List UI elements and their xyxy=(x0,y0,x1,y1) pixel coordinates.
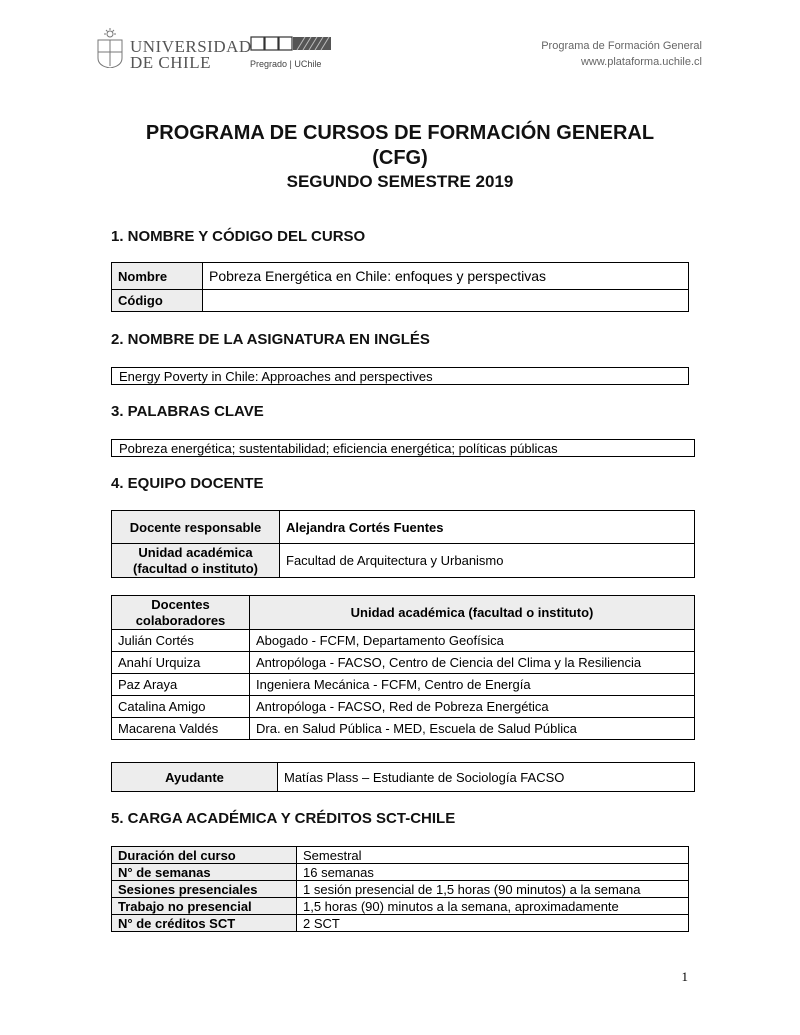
program-url: www.plataforma.uchile.cl xyxy=(580,56,702,68)
course-code-value xyxy=(203,290,689,312)
table-row xyxy=(112,674,695,696)
load-label: N° de semanas xyxy=(112,864,297,881)
collab-header xyxy=(112,596,250,630)
section-4-heading: 4. EQUIPO DOCENTE xyxy=(111,475,264,492)
responsible-table xyxy=(111,510,695,578)
table-row xyxy=(112,630,695,652)
collaborator-name: Julián Cortés xyxy=(112,630,250,652)
table-row xyxy=(112,898,689,915)
unit-label-line1: Unidad académica xyxy=(138,544,253,560)
unit-value: Facultad de Arquitectura y Urbanismo xyxy=(280,544,695,578)
course-code-label: Código xyxy=(112,290,203,312)
universidad-de-chile-logo xyxy=(96,14,252,72)
page-number: 1 xyxy=(681,969,688,984)
collab-header-line1: Docentes xyxy=(151,596,210,612)
semester-title: SEGUNDO SEMESTRE 2019 xyxy=(286,172,514,191)
collaborator-name: Anahí Urquiza xyxy=(112,652,250,674)
load-value: 2 SCT xyxy=(297,915,689,932)
collaborator-unit: Abogado - FCFM, Departamento Geofísica xyxy=(250,630,695,652)
collaborator-name: Catalina Amigo xyxy=(112,696,250,718)
keywords-table xyxy=(111,439,695,457)
english-name-value: Energy Poverty in Chile: Approaches and perspectives xyxy=(112,368,689,385)
university-name-line2: DE CHILE xyxy=(130,53,211,72)
pregrado-squares-icon xyxy=(250,36,332,52)
unit-label xyxy=(112,544,280,578)
collab-unit-header: Unidad académica (facultad o instituto) xyxy=(250,596,695,630)
table-row xyxy=(112,864,689,881)
program-header xyxy=(541,38,702,70)
section-2-heading: 2. NOMBRE DE LA ASIGNATURA EN INGLÉS xyxy=(111,331,430,348)
table-row xyxy=(112,915,689,932)
collaborator-unit: Dra. en Salud Pública - MED, Escuela de Salud Pública xyxy=(250,718,695,740)
course-name-label: Nombre xyxy=(112,263,203,290)
load-label: Duración del curso xyxy=(112,847,297,864)
collaborator-unit: Antropóloga - FACSO, Centro de Ciencia del Clima y la Resiliencia xyxy=(250,652,695,674)
section-1-heading: 1. NOMBRE Y CÓDIGO DEL CURSO xyxy=(111,228,366,245)
assistant-label: Ayudante xyxy=(112,763,278,792)
course-name-value: Pobreza Energética en Chile: enfoques y perspectivas xyxy=(203,263,689,290)
table-row xyxy=(112,718,695,740)
program-name: Programa de Formación General xyxy=(541,40,702,52)
keywords-value: Pobreza energética; sustentabilidad; eficiencia energética; políticas públicas xyxy=(112,440,695,457)
load-value: 1 sesión presencial de 1,5 horas (90 minutos) a la semana xyxy=(297,881,689,898)
table-row xyxy=(112,847,689,864)
responsible-label: Docente responsable xyxy=(112,511,280,544)
load-label: Sesiones presenciales xyxy=(112,881,297,898)
section-3-heading: 3. PALABRAS CLAVE xyxy=(111,403,264,420)
unit-label-line2: (facultad o instituto) xyxy=(133,560,258,576)
load-value: 16 semanas xyxy=(297,864,689,881)
document-title: PROGRAMA DE CURSOS DE FORMACIÓN GENERAL xyxy=(145,122,655,144)
english-name-table xyxy=(111,367,689,385)
pregrado-label: Pregrado | UChile xyxy=(250,59,322,69)
section-5-heading: 5. CARGA ACADÉMICA Y CRÉDITOS SCT-CHILE xyxy=(111,810,456,827)
table-row xyxy=(112,652,695,674)
collaborators-table xyxy=(111,595,695,740)
collaborator-name: Paz Araya xyxy=(112,674,250,696)
load-value: Semestral xyxy=(297,847,689,864)
collaborator-unit: Antropóloga - FACSO, Red de Pobreza Energética xyxy=(250,696,695,718)
table-row xyxy=(112,696,695,718)
load-label: N° de créditos SCT xyxy=(112,915,297,932)
load-value: 1,5 horas (90) minutos a la semana, aproximadamente xyxy=(297,898,689,915)
responsible-name: Alejandra Cortés Fuentes xyxy=(280,511,695,544)
collaborator-unit: Ingeniera Mecánica - FCFM, Centro de Energía xyxy=(250,674,695,696)
university-name-line1: UNIVERSIDAD xyxy=(130,37,252,56)
load-label: Trabajo no presencial xyxy=(112,898,297,915)
assistant-table xyxy=(111,762,695,792)
academic-load-table xyxy=(111,846,689,932)
collab-header-line2: colaboradores xyxy=(135,612,226,628)
collaborator-name: Macarena Valdés xyxy=(112,718,250,740)
course-name-table xyxy=(111,262,689,312)
document-subtitle: (CFG) xyxy=(372,147,428,169)
pregrado-uchile-logo xyxy=(250,34,340,74)
assistant-value: Matías Plass – Estudiante de Sociología FACSO xyxy=(278,763,695,792)
table-row xyxy=(112,881,689,898)
university-seal-icon xyxy=(96,28,124,68)
